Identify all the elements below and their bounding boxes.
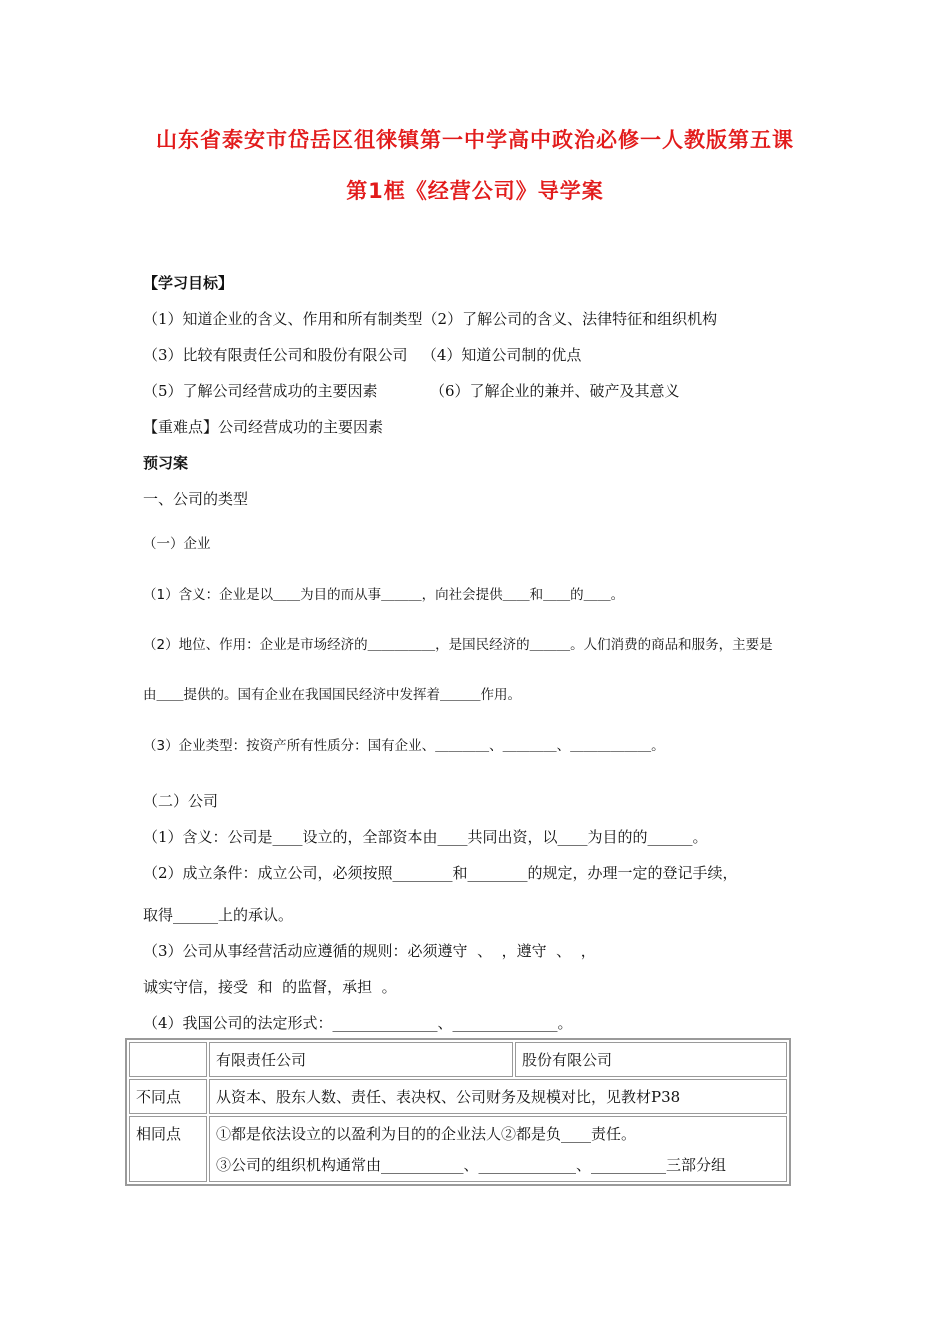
goals-row-3: （5）了解公司经营成功的主要因素 （6）了解企业的兼并、破产及其意义 (143, 382, 680, 400)
preview-heading: 预习案 (143, 454, 189, 472)
enterprise-item-2a: （2）地位、作用：企业是市场经济的＿＿＿＿＿，是国民经济的＿＿＿。人们消费的商品和服务，主要是 (143, 637, 773, 653)
table-label-similarities: 相同点 (129, 1116, 207, 1182)
table-similarities-cell (209, 1116, 787, 1182)
section-1-heading: 一、公司的类型 (143, 490, 249, 508)
table-label-differences: 不同点 (129, 1079, 207, 1114)
key-point: 【重难点】公司经营成功的主要因素 (143, 418, 384, 436)
company-item-4: （4）我国公司的法定形式：______________、______________。 (143, 1014, 573, 1032)
table-header-limited: 有限责任公司 (209, 1042, 513, 1077)
table-similarities-text-2: ③公司的组织机构通常由___________、_____________、__________三部分组 (216, 1156, 727, 1174)
table-row (129, 1116, 787, 1182)
table-differences-text: 从资本、股东人数、责任、表决权、公司财务及规模对比，见教材P38 (209, 1079, 787, 1114)
enterprise-item-1: （1）含义：企业是以＿＿为目的而从事＿＿＿，向社会提供＿＿和＿＿的＿＿。 (143, 587, 625, 603)
company-item-1: （1）含义：公司是____设立的，全部资本由____共同出资，以____为目的的______。 (143, 828, 708, 846)
table-header-joint-stock: 股份有限公司 (515, 1042, 787, 1077)
document-title-line-1: 山东省泰安市岱岳区徂徕镇第一中学高中政治必修一人教版第五课 (156, 128, 794, 152)
enterprise-heading: （一）企业 (143, 536, 211, 552)
company-item-2a: （2）成立条件：成立公司，必须按照________和________的规定，办理一定的登记手续， (143, 864, 738, 882)
goals-heading: 【学习目标】 (143, 274, 234, 292)
table-corner-cell (129, 1042, 207, 1077)
document-title-line-2: 第1框《经营公司》导学案 (346, 179, 604, 203)
company-heading: （二）公司 (143, 792, 219, 810)
company-item-2b: 取得______上的承认。 (143, 906, 294, 924)
company-comparison-table (125, 1038, 791, 1186)
table-similarities-text-1: ①都是依法设立的以盈利为目的的企业法人②都是负____责任。 (216, 1125, 637, 1143)
company-item-3a: （3）公司从事经营活动应遵循的规则：必须遵守 、 ，遵守 、 ， (143, 942, 596, 960)
goals-row-1: （1）知道企业的含义、作用和所有制类型（2）了解公司的含义、法律特征和组织机构 (143, 310, 718, 328)
table-row (129, 1042, 787, 1077)
enterprise-item-3: （3）企业类型：按资产所有性质分：国有企业、＿＿＿＿、＿＿＿＿、＿＿＿＿＿＿。 (143, 738, 665, 754)
table-row (129, 1079, 787, 1114)
company-item-3b: 诚实守信，接受 和 的监督，承担 。 (143, 978, 397, 996)
enterprise-item-2b: 由＿＿提供的。国有企业在我国国民经济中发挥着＿＿＿作用。 (143, 687, 521, 703)
goals-row-2: （3）比较有限责任公司和股份有限公司 （4）知道公司制的优点 (143, 346, 582, 364)
